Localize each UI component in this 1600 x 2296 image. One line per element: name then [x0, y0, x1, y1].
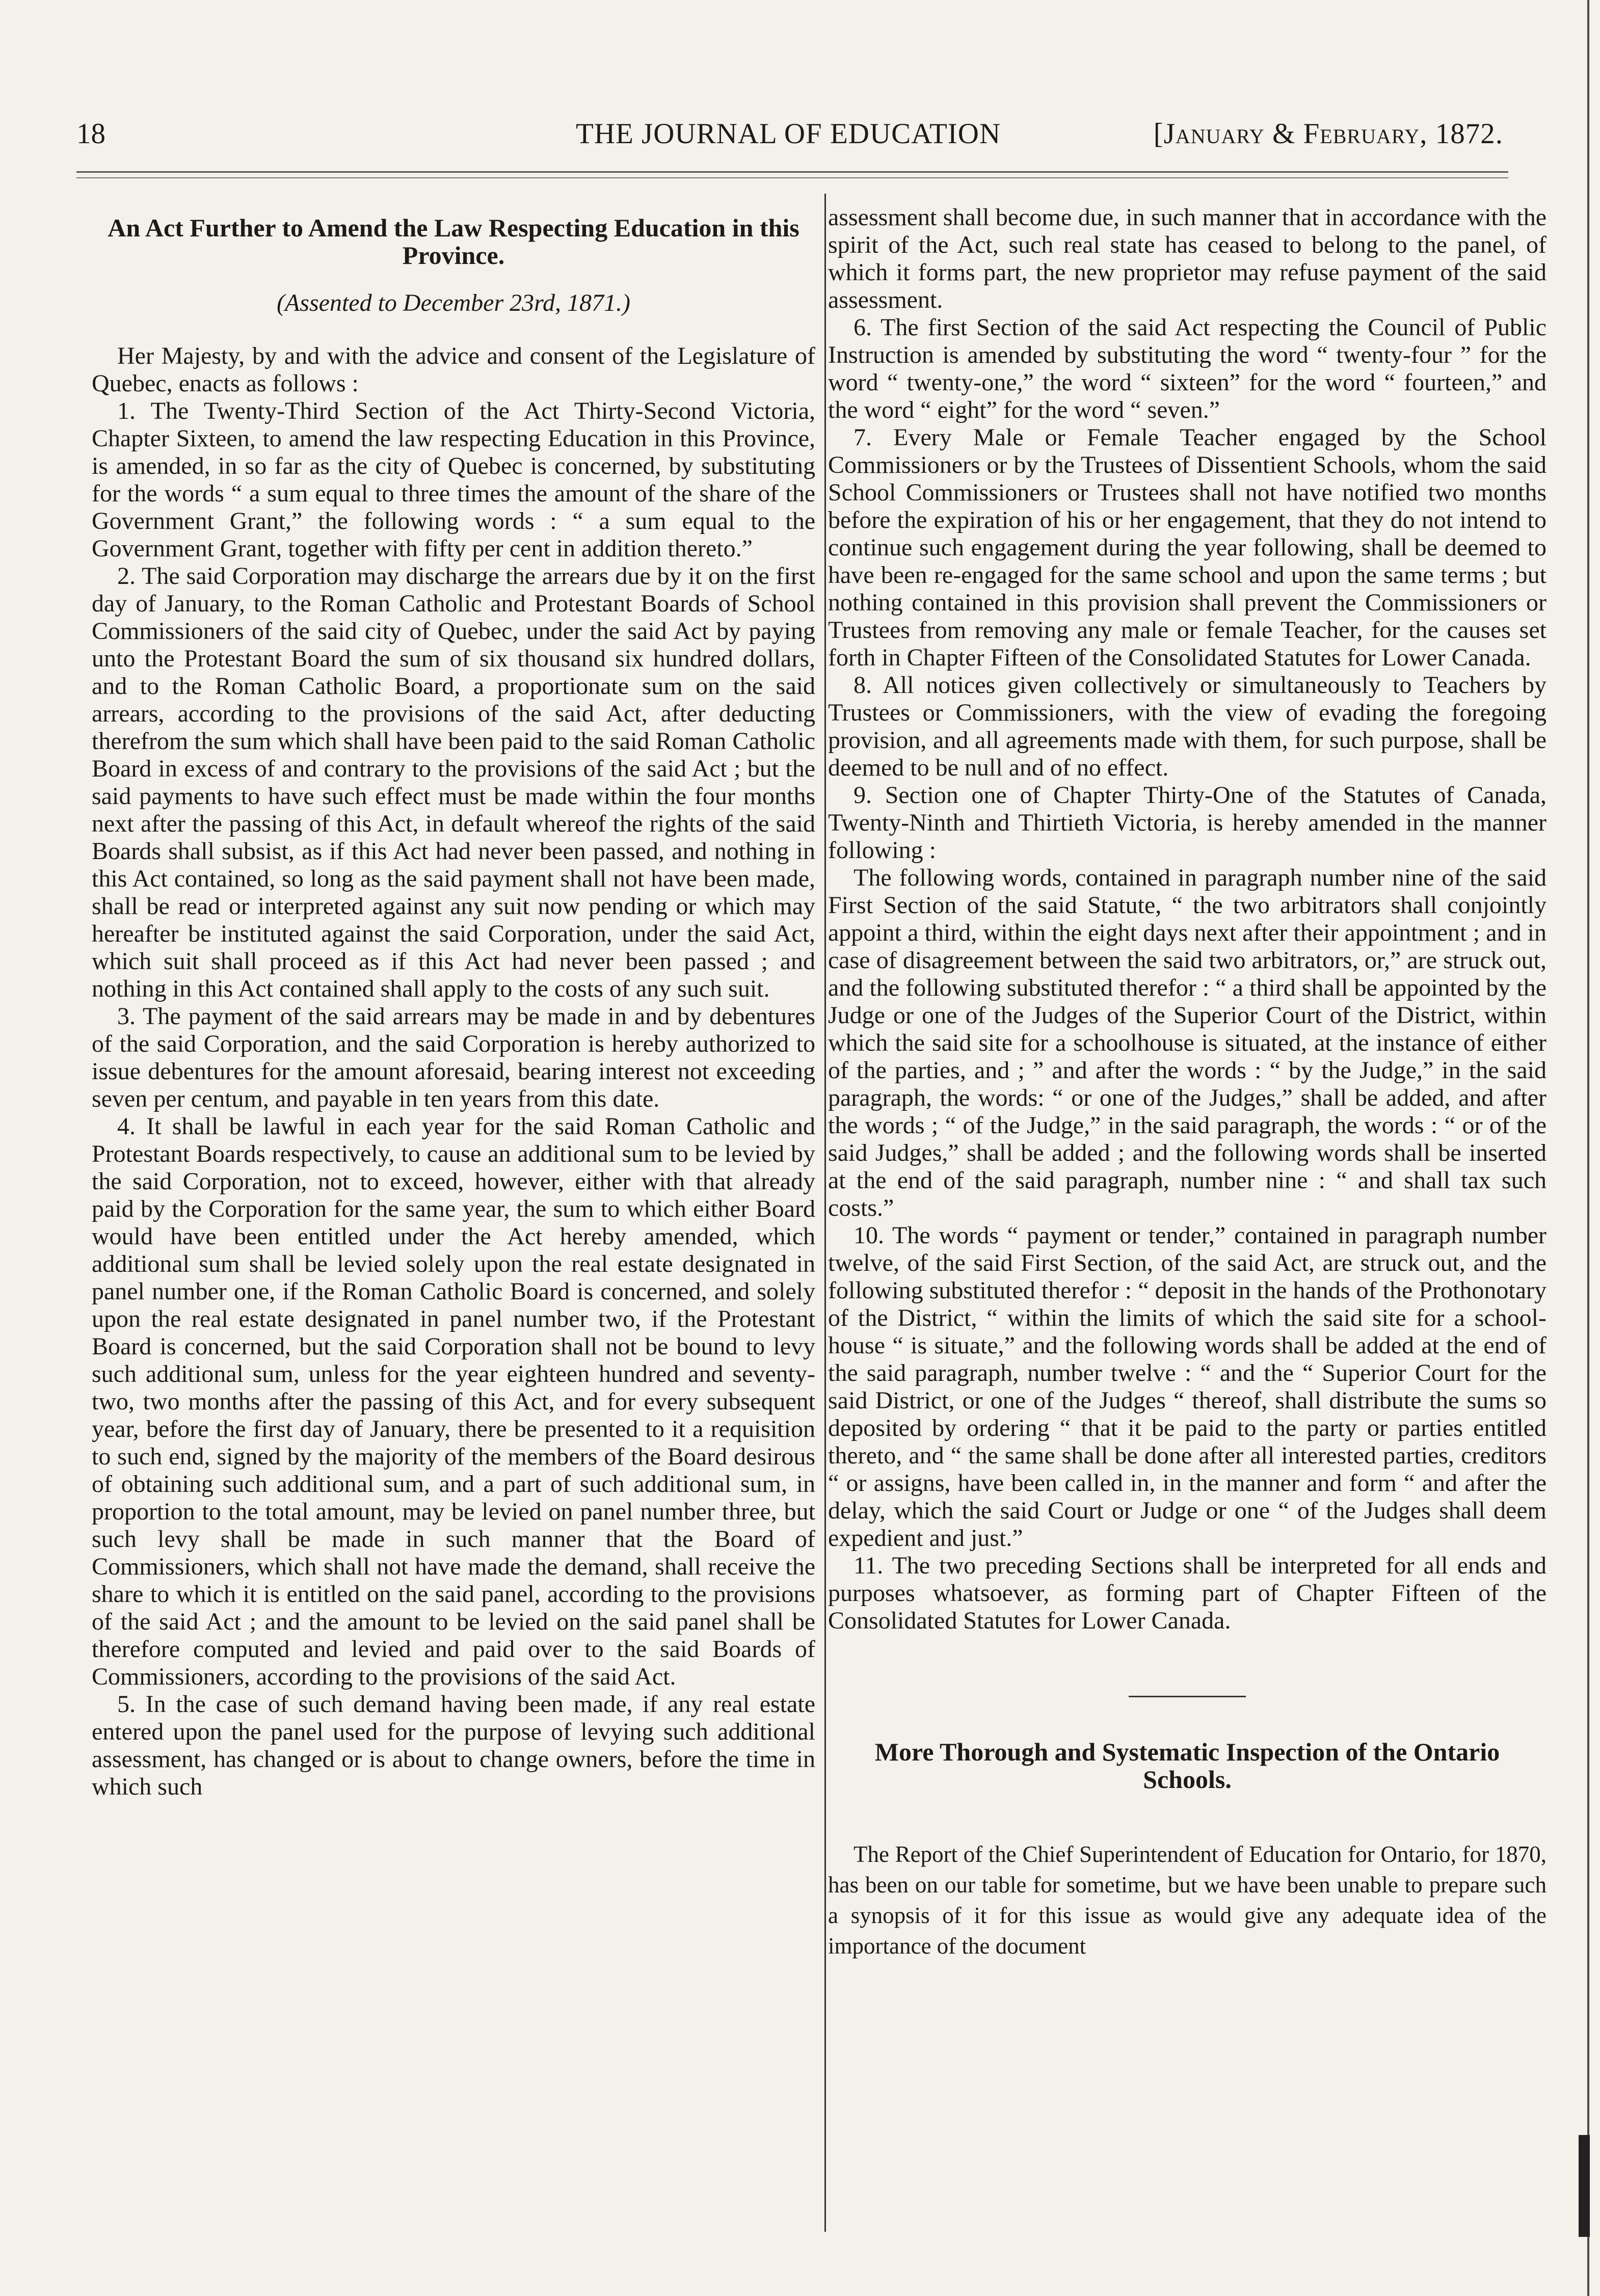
article-paragraph: 8. All notices given collectively or simultaneously to Teachers by Trustees or Commissioners, with the view of evading the foregoing provision, and all agreements made with them, for such purpose, shall be deemed to be null and of no effect.	[828, 672, 1546, 781]
issue-date: [January & February, 1872.	[1153, 118, 1503, 150]
article-paragraph: 1. The Twenty-Third Section of the Act Thirty-Second Victoria, Chapter Sixteen, to amend the law respecting Education in this Province, is amended, in so far as the city of Quebec is concerned, by substituting for the words “ a sum equal to three times the amount of the share of the Government Grant,” the following words : “ a sum equal to the Government Grant, together with fifty per cent in addition thereto.”	[92, 397, 815, 562]
article-paragraph: Her Majesty, by and with the advice and consent of the Legislature of Quebec, enacts as follows :	[92, 342, 815, 397]
right-column	[828, 204, 1546, 1984]
page-edge-line	[1587, 0, 1589, 2296]
header-rule	[76, 171, 1508, 173]
article-paragraph: The Report of the Chief Superintendent of Education for Ontario, for 1870, has been on our table for sometime, but we have been unable to prepare such a synopsis of it for this issue as would give any adequate idea of the importance of the document	[828, 1841, 1546, 1959]
article-title: An Act Further to Amend the Law Respecting Education in this Province.	[108, 213, 799, 270]
article-title: More Thorough and Systematic Inspection of the Ontario Schools.	[874, 1738, 1500, 1794]
article-paragraph: 9. Section one of Chapter Thirty-One of the Statutes of Canada, Twenty-Ninth and Thirtieth Victoria, is hereby amended in the manner following :	[828, 782, 1546, 864]
journal-title: THE JOURNAL OF EDUCATION	[576, 118, 1001, 150]
assent-note: (Assented to December 23rd, 1871.)	[276, 289, 631, 316]
page-number: 18	[76, 118, 105, 150]
article-paragraph: 4. It shall be lawful in each year for the said Roman Catholic and Protestant Boards respectively, to cause an additional sum to be levied by the said Corporation, not to exceed, however, either with that already paid by the Corporation for the same year, the sum to which either Board would have been entitled under the Act hereby amended, which additional sum shall be levied solely upon the real estate designated in panel number one, if the Roman Catholic Board is concerned, and solely upon the real estate designated in panel number two, if the Protestant Board is concerned, but the said Corporation shall not be bound to levy such additional sum, unless for the year eighteen hundred and seventy-two, two months after the passing of this Act, and for every subsequent year, before the first day of January, there be presented to it a requisition to such end, signed by the majority of the members of the Board desirous of obtaining such additional sum, and a part of such additional sum, in proportion to the total amount, may be levied on panel number three, but such levy shall be made in such manner that the Board of Commissioners, which shall not have made the demand, shall receive the share to which it is entitled on the said panel, according to the provisions of the said Act ; and the amount to be levied on the said panel shall be therefore computed and levied and paid over to the said Boards of Commissioners, according to the provisions of the said Act.	[92, 1113, 815, 1690]
article-paragraph: 11. The two preceding Sections shall be interpreted for all ends and purposes whatsoever, as forming part of Chapter Fifteen of the Consolidated Statutes for Lower Canada.	[828, 1552, 1546, 1634]
section-separator	[1129, 1696, 1246, 1697]
article-paragraph: 6. The first Section of the said Act respecting the Council of Public Instruction is amended by substituting the word “ twenty-four ” for the word “ twenty-one,” the word “ sixteen” for the word “ fourteen,” and the word “ eight” for the word “ seven.”	[828, 314, 1546, 423]
page-edge-mark	[1579, 2135, 1590, 2237]
article-paragraph: 2. The said Corporation may discharge the arrears due by it on the first day of January, to the Roman Catholic and Protestant Boards of School Commissioners of the said city of Quebec, under the said Act by paying unto the Protestant Board the sum of six thousand six hundred dollars, and to the Roman Catholic Board, a proportionate sum on the said arrears, according to the provisions of the said Act, after deducting therefrom the sum which shall have been paid to the said Roman Catholic Board in excess of and contrary to the provisions of the said Act ; but the said payments to have such effect must be made within the four months next after the passing of this Act, in default whereof the rights of the said Boards shall subsist, as if this Act had never been passed, and nothing in this Act contained, so long as the said payment shall not have been made, shall be read or interpreted against any suit now pending or which may hereafter be instituted against the said Corporation, under the said Act, which suit shall proceed as if this Act had never been passed ; and nothing in this Act contained shall apply to the costs of any such suit.	[92, 563, 815, 1002]
article-paragraph: 3. The payment of the said arrears may be made in and by debentures of the said Corporation, and the said Corporation is hereby authorized to issue debentures for the amount aforesaid, bearing interest not exceeding seven per centum, and payable in ten years from this date.	[92, 1003, 815, 1112]
article-paragraph: 10. The words “ payment or tender,” contained in paragraph number twelve, of the said First Section, of the said Act, are struck out, and the following substituted therefor : “ deposit in the hands of the Prothonotary of the District, “ within the limits of which the said site for a school-house “ is situate,” and the following words shall be added at the end of the said paragraph, number twelve : “ and the “ Superior Court for the said District, or one of the Judges “ thereof, shall distribute the sums so deposited by ordering “ that it be paid to the party or parties entitled thereto, and “ the same shall be done after all interested parties, creditors “ or assigns, have been called in, in the manner and form “ and after the delay, which the said Court or Judge or one “ of the Judges shall deem expedient and just.”	[828, 1222, 1546, 1552]
page-header	[76, 111, 1503, 157]
article-paragraph: The following words, contained in paragraph number nine of the said First Section of the said Statute, “ the two arbitrators shall conjointly appoint a third, within the eight days next after their appointment ; and in case of disagreement between the said two arbitrators, or,” are struck out, and the following substituted therefor : “ a third shall be appointed by the Judge or one of the Judges of the Superior Court of the District, within which the said site for a schoolhouse is situated, at the instance of either of the parties, and ; ” and after the words : “ by the Judge,” in the said paragraph, the words: “ or one of the Judges,” shall be added, and after the words ; “ of the Judge,” in the said paragraph, the words : “ or of the said Judges,” shall be added ; and the following words shall be inserted at the end of the said paragraph, number nine : “ and shall tax such costs.”	[828, 864, 1546, 1221]
left-column	[92, 204, 815, 1801]
article-paragraph: 5. In the case of such demand having been made, if any real estate entered upon the panel used for the purpose of levying such additional assessment, has changed or is about to change owners, before the time in which such	[92, 1691, 815, 1800]
column-divider	[824, 194, 826, 2232]
header-rule-secondary	[76, 177, 1508, 178]
article-paragraph: 7. Every Male or Female Teacher engaged by the School Commissioners or by the Trustees of Dissentient Schools, whom the said School Commissioners or Trustees shall not have notified two months before the expiration of his or her engagement, that they do not intend to continue such engagement during the year following, shall be deemed to have been re-engaged for the same school and upon the same terms ; but nothing contained in this provision shall prevent the Commissioners or Trustees from removing any male or female Teacher, for the causes set forth in Chapter Fifteen of the Consolidated Statutes for Lower Canada.	[828, 424, 1546, 671]
article-paragraph: assessment shall become due, in such manner that in accordance with the spirit of the Act, such real state has ceased to belong to the panel, of which it forms part, the new proprietor may refuse payment of the said assessment.	[828, 204, 1546, 313]
